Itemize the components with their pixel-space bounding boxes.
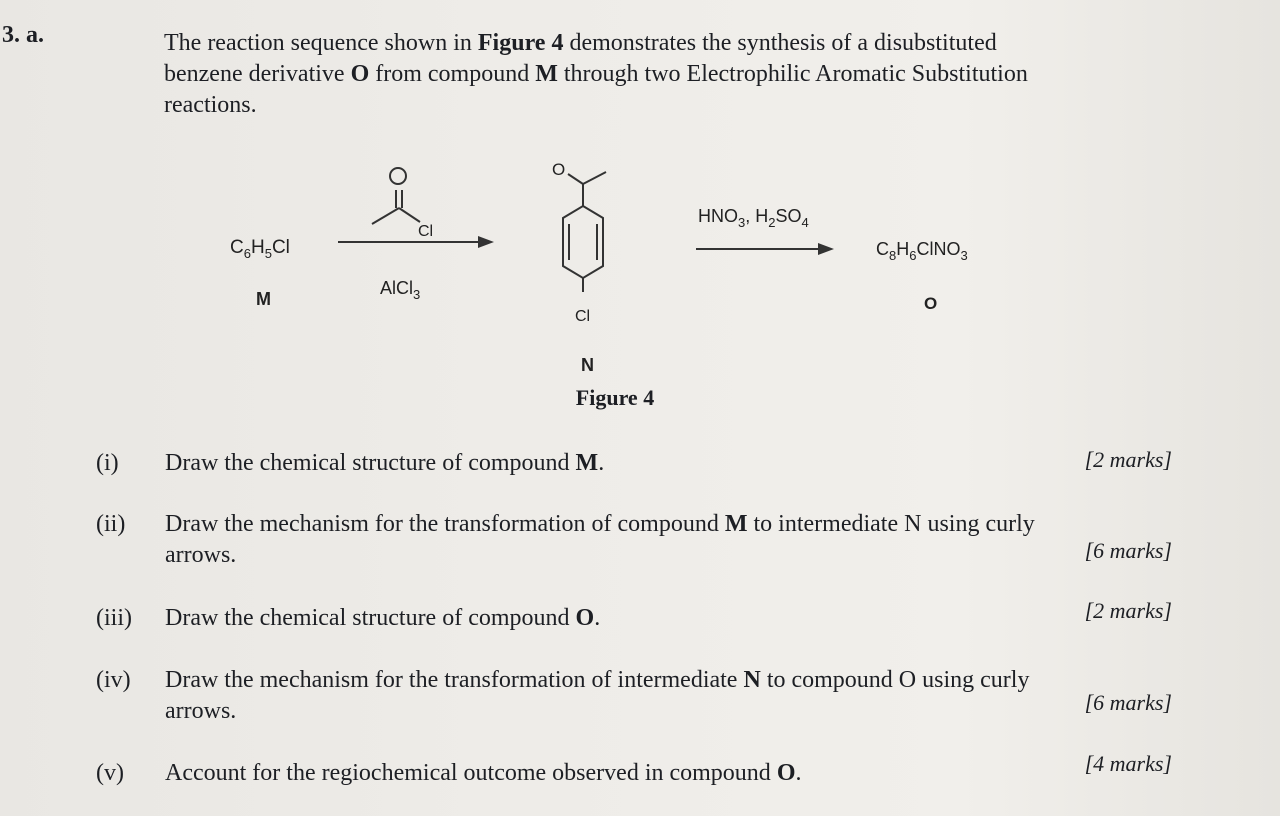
compound-o-formula: $C_8H_6ClNO_3$	[876, 239, 968, 263]
n-oxygen: O	[552, 160, 566, 179]
acyl-chloride-structure	[372, 168, 420, 224]
marks-label: [4 marks]	[1084, 751, 1172, 776]
marks-label: [2 marks]	[1084, 447, 1172, 472]
marks-label: [6 marks]	[1084, 690, 1172, 715]
marks-label: [6 marks]	[1084, 538, 1172, 563]
subquestion-text: Draw the mechanism for the transformation of intermediate N to compound O using curly arrows.	[165, 667, 1030, 724]
step2-reagents: $HNO_3$, $H_2SO_4$	[698, 206, 809, 230]
subquestion-numeral: (ii)	[96, 511, 126, 537]
compound-m-formula: $C_6H_5Cl$	[230, 237, 290, 261]
subquestion-numeral: (iv)	[96, 667, 131, 693]
subquestion-numeral: (iii)	[96, 605, 132, 631]
question-intro: The reaction sequence shown in Figure 4 demonstrates the synthesis of a disubstituted benzene derivative O from compound M through two Electrophilic Aromatic Substitution reactions.	[164, 30, 1028, 118]
reaction-arrow-2	[696, 243, 834, 255]
figure-label: Figure 4	[575, 385, 655, 410]
compound-m-label: M	[256, 289, 271, 309]
subquestion-text: Draw the chemical structure of compound M.	[165, 450, 605, 476]
intermediate-n-structure	[563, 172, 606, 292]
reaction-arrow-1	[338, 236, 494, 248]
subquestion-text: Account for the regiochemical outcome observed in compound O.	[165, 760, 802, 786]
marks-label: [2 marks]	[1084, 598, 1172, 623]
subquestion-text: Draw the chemical structure of compound O.	[165, 605, 601, 631]
compound-o-label: O	[924, 294, 938, 313]
reagent-cl: Cl	[418, 223, 434, 240]
catalyst-alcl3: AlCl$_3$	[380, 278, 421, 302]
subquestion-text: Draw the mechanism for the transformation of compound M to intermediate N using curly arrows.	[165, 511, 1035, 568]
subquestion-numeral: (v)	[96, 760, 124, 786]
subquestion-numeral: (i)	[96, 450, 119, 476]
n-chlorine: Cl	[575, 308, 591, 325]
intermediate-n-label: N	[581, 355, 594, 375]
question-number: 3. a.	[2, 22, 44, 48]
